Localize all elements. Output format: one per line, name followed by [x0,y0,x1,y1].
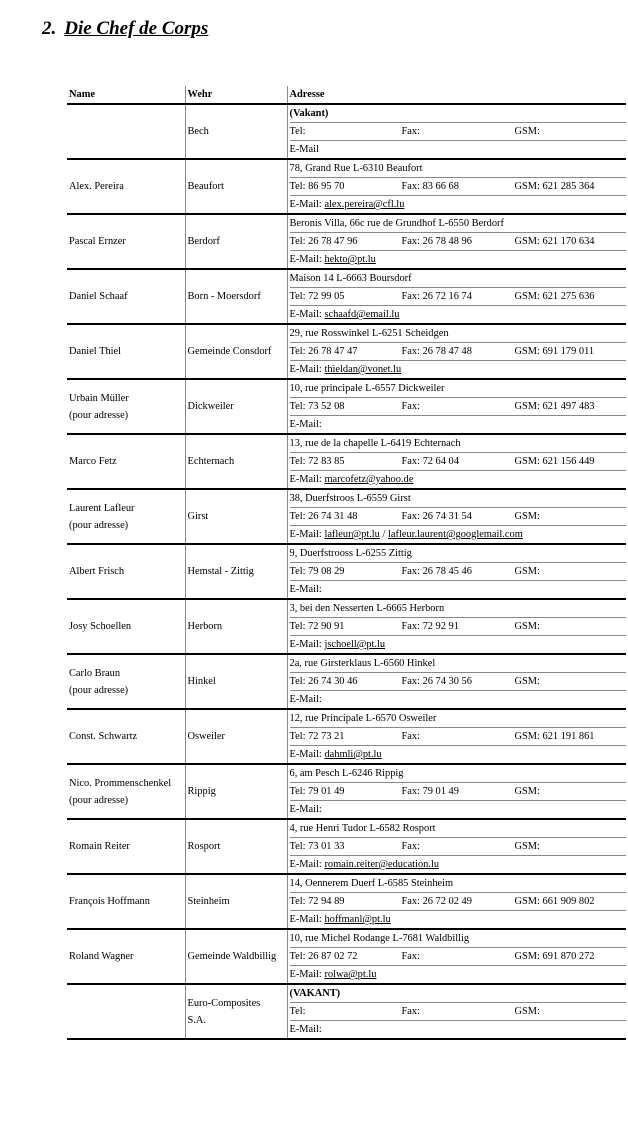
table-row [67,929,626,984]
email-label: E-Mail: [289,694,322,705]
email-link[interactable]: thieldan@vonet.lu [324,364,402,375]
address-line-email [290,636,627,653]
tel-field: Tel: 26 78 47 47 [289,346,358,357]
gsm-field: GSM: 661 909 802 [514,896,595,907]
street-address: Beronis Villa, 66c rue de Grundhof L-6550 Berdorf [289,218,504,229]
fax-field: Fax: [401,951,420,962]
gsm-field: GSM: 621 156 449 [514,456,595,467]
gsm-field: GSM: [514,786,540,797]
address-cell [287,984,626,1039]
gsm-field: GSM: [514,841,540,852]
wehr-name: Echternach [185,434,287,489]
chef-name: Alex. Pereira [67,159,185,214]
email-label: E-Mail: [289,804,322,815]
gsm-field: GSM: 621 285 364 [514,181,595,192]
email-label: E-Mail: [289,1024,322,1035]
street-address: 2a, rue Girsterklaus L-6560 Hinkel [289,658,436,669]
address-line-email [290,1021,627,1038]
chef-de-corps-table [67,86,626,1040]
section-number: 2. [42,18,57,39]
fax-field: Fax: 26 72 16 74 [401,291,472,302]
street-address: 29, rue Rosswinkel L-6251 Scheidgen [289,328,449,339]
wehr-name: Osweiler [185,709,287,764]
address-line-phones [290,563,627,581]
email-label: E-Mail: [289,639,322,650]
street-address: 38, Duerfstroos L-6559 Girst [289,493,411,504]
email-label: E-Mail: [289,749,322,760]
tel-field: Tel: 73 01 33 [289,841,345,852]
wehr-name: Girst [185,489,287,544]
chef-name: Const. Schwartz [67,709,185,764]
table-row [67,214,626,269]
address-line-phones [290,398,627,416]
email-link[interactable]: lafleur@pt.lu [324,529,380,540]
address-line-phones [290,893,627,911]
email-link[interactable]: hoffmanl@pt.lu [324,914,391,925]
address-line-street [290,765,627,783]
tel-field: Tel: 72 73 21 [289,731,345,742]
table-row [67,654,626,709]
vacant-label: (VAKANT) [289,988,341,999]
tel-field: Tel: 79 01 49 [289,786,345,797]
tel-field: Tel: 26 78 47 96 [289,236,358,247]
wehr-name: Hemstal - Zittig [185,544,287,599]
address-line-email [290,801,627,818]
address-line-email [290,966,627,983]
address-line-phones [290,1003,627,1021]
address-line-email [290,196,627,213]
tel-field: Tel: 72 83 85 [289,456,345,467]
chef-name: Laurent Lafleur (pour adresse) [67,489,185,544]
gsm-field: GSM: 621 275 636 [514,291,595,302]
email-label: E-Mail: [289,584,322,595]
address-line-email [290,416,627,433]
email-field [290,361,402,378]
table-row [67,599,626,654]
address-line-phones [290,728,627,746]
address-line-phones [290,123,627,141]
email-field [290,636,386,653]
address-cell [287,654,626,709]
chef-name: Daniel Schaaf [67,269,185,324]
fax-field: Fax: 72 64 04 [401,456,459,467]
chef-name: Josy Schoellen [67,599,185,654]
table-header-row [67,86,626,104]
email-field [290,416,322,433]
street-address: 13, rue de la chapelle L-6419 Echternach [289,438,461,449]
table-row [67,709,626,764]
address-cell [287,489,626,544]
table-row [67,104,626,159]
email-field [290,581,322,598]
chef-name: François Hoffmann [67,874,185,929]
email-field [290,196,405,213]
address-cell [287,434,626,489]
email-label: E-Mail: [289,969,322,980]
email-link[interactable]: hekto@pt.lu [324,254,376,265]
email-link[interactable]: dahmli@pt.lu [324,749,382,760]
address-line-phones [290,948,627,966]
wehr-name: Rosport [185,819,287,874]
street-address: 10, rue Michel Rodange L-7681 Waldbillig [289,933,470,944]
vacant-label: (Vakant) [289,108,329,119]
email-link[interactable]: marcofetz@yahoo.de [324,474,414,485]
address-line-phones [290,618,627,636]
tel-field: Tel: 72 94 89 [289,896,345,907]
table-row [67,874,626,929]
wehr-name: Dickweiler [185,379,287,434]
email-field [290,966,377,983]
address-line-phones [290,508,627,526]
address-line-phones [290,453,627,471]
address-line-street [290,325,627,343]
email-label: E-Mail: [289,419,322,430]
tel-field: Tel: 26 74 30 46 [289,676,358,687]
email-label: E-Mail: [289,529,322,540]
address-line-street [290,270,627,288]
wehr-name: Beaufort [185,159,287,214]
chef-name [67,984,185,1039]
email-link[interactable]: jschoell@pt.lu [324,639,386,650]
table-row [67,819,626,874]
fax-field: Fax: 26 78 48 96 [401,236,472,247]
wehr-name: Hinkel [185,654,287,709]
wehr-name: Born - Moersdorf [185,269,287,324]
gsm-field: GSM: [514,1006,540,1017]
address-line-street [290,985,627,1003]
email-link-secondary[interactable]: lafleur.laurent@googlemail.com [387,529,523,540]
email-field [290,251,376,268]
email-label: E-Mail: [289,254,322,265]
wehr-name: Rippig [185,764,287,819]
fax-field: Fax: 72 92 91 [401,621,459,632]
header-wehr: Wehr [185,86,287,104]
tel-field: Tel: 26 74 31 48 [289,511,358,522]
chef-name: Romain Reiter [67,819,185,874]
chef-name: Urbain Müller (pour adresse) [67,379,185,434]
wehr-name: Gemeinde Waldbillig [185,929,287,984]
address-line-email [290,856,627,873]
address-line-street [290,380,627,398]
email-link[interactable]: rolwa@pt.lu [324,969,377,980]
wehr-name: Herborn [185,599,287,654]
street-address: 3, bei den Nesserten L-6665 Herborn [289,603,445,614]
table-row [67,379,626,434]
street-address: Maison 14 L-6663 Boursdorf [289,273,412,284]
address-line-email [290,471,627,488]
header-name: Name [67,86,185,104]
address-line-street [290,435,627,453]
email-label: E-Mail: [289,859,322,870]
address-line-phones [290,233,627,251]
fax-field: Fax: 26 74 31 54 [401,511,472,522]
fax-field: Fax: 26 74 30 56 [401,676,472,687]
address-line-street [290,215,627,233]
address-line-email [290,581,627,598]
chef-name: Daniel Thiel [67,324,185,379]
chef-name: Nico. Prommenschenkel (pour adresse) [67,764,185,819]
table-row [67,269,626,324]
fax-field: Fax: [401,1006,420,1017]
table-row [67,324,626,379]
email-label: E-Mail: [289,309,322,320]
street-address: 10, rue principale L-6557 Dickweiler [289,383,445,394]
address-cell [287,324,626,379]
email-field [290,856,440,873]
address-cell [287,599,626,654]
chef-name: Carlo Braun (pour adresse) [67,654,185,709]
email-link[interactable]: romain.reiter@education.lu [324,859,440,870]
gsm-field: GSM: 691 870 272 [514,951,595,962]
address-line-email [290,251,627,268]
chef-name [67,104,185,159]
email-link[interactable]: schaafd@email.lu [324,309,400,320]
address-cell [287,874,626,929]
fax-field: Fax: [401,401,420,412]
address-cell [287,159,626,214]
address-line-street [290,160,627,178]
email-label: E-Mail [289,144,319,155]
email-field: E-Mail: lafleur@pt.lu / lafleur.laurent@googlemail.com [289,529,523,540]
address-line-street [290,820,627,838]
gsm-field: GSM: [514,566,540,577]
tel-field: Tel: 73 52 08 [289,401,345,412]
header-adresse: Adresse [287,86,626,104]
address-line-email [290,361,627,378]
address-line-phones [290,288,627,306]
fax-field: Fax: 26 78 45 46 [401,566,472,577]
address-line-street [290,545,627,563]
wehr-name: Gemeinde Consdorf [185,324,287,379]
email-field [290,746,382,763]
table-row [67,764,626,819]
email-field [290,691,322,708]
tel-field: Tel: [289,126,306,137]
gsm-field: GSM: [514,621,540,632]
gsm-field: GSM: [514,511,540,522]
fax-field: Fax: [401,731,420,742]
email-field [290,1021,322,1038]
wehr-name: Euro-Composites S.A. [185,984,287,1039]
address-cell [287,709,626,764]
gsm-field: GSM: 691 179 011 [514,346,595,357]
address-cell [287,544,626,599]
address-cell [287,269,626,324]
address-line-street [290,600,627,618]
address-cell [287,819,626,874]
address-line-street [290,105,627,123]
gsm-field: GSM: 621 170 634 [514,236,595,247]
tel-field: Tel: 26 87 02 72 [289,951,358,962]
chef-name: Marco Fetz [67,434,185,489]
email-label: E-Mail: [289,914,322,925]
wehr-name: Berdorf [185,214,287,269]
address-cell [287,214,626,269]
email-field [290,801,322,818]
section-heading [42,18,208,40]
street-address: 78, Grand Rue L-6310 Beaufort [289,163,423,174]
chef-name: Pascal Ernzer [67,214,185,269]
address-line-email [290,691,627,708]
street-address: 9, Duerfstrooss L-6255 Zittig [289,548,412,559]
fax-field: Fax: [401,841,420,852]
gsm-field: GSM: [514,676,540,687]
table-row [67,489,626,544]
table-row [67,544,626,599]
address-cell [287,764,626,819]
fax-field: Fax: 26 72 02 49 [401,896,472,907]
wehr-name: Bech [185,104,287,159]
wehr-name: Steinheim [185,874,287,929]
address-line-phones [290,178,627,196]
address-line-email [290,911,627,928]
street-address: 6, am Pesch L-6246 Rippig [289,768,404,779]
email-field [290,306,400,323]
address-line-phones [290,673,627,691]
email-link[interactable]: alex.pereira@cfl.lu [324,199,405,210]
fax-field: Fax: 79 01 49 [401,786,459,797]
address-line-phones [290,783,627,801]
address-line-email [290,141,627,158]
section-title: Die Chef de Corps [64,18,209,39]
address-line-email [290,306,627,323]
address-line-street [290,710,627,728]
email-label: E-Mail: [289,474,322,485]
tel-field: Tel: [289,1006,306,1017]
gsm-field: GSM: 621 497 483 [514,401,595,412]
tel-field: Tel: 72 90 91 [289,621,345,632]
chef-name: Roland Wagner [67,929,185,984]
fax-field: Fax: 26 78 47 48 [401,346,472,357]
email-field [290,471,414,488]
address-line-phones [290,343,627,361]
table-row [67,434,626,489]
street-address: 14, Oennerem Duerf L-6585 Steinheim [289,878,454,889]
address-line-email [290,746,627,763]
address-line-street [290,875,627,893]
address-line-street [290,490,627,508]
email-label: E-Mail: [289,199,322,210]
tel-field: Tel: 79 08 29 [289,566,345,577]
fax-field: Fax: [401,126,420,137]
address-cell [287,379,626,434]
email-field [290,911,391,928]
tel-field: Tel: 72 99 05 [289,291,345,302]
street-address: 12, rue Principale L-6570 Osweiler [289,713,437,724]
address-line-email [290,526,627,543]
address-line-street [290,655,627,673]
fax-field: Fax: 83 66 68 [401,181,459,192]
chef-name: Albert Frisch [67,544,185,599]
table-row [67,159,626,214]
email-field [290,141,319,158]
address-line-street [290,930,627,948]
address-cell [287,929,626,984]
address-line-phones [290,838,627,856]
gsm-field: GSM: 621 191 861 [514,731,595,742]
street-address: 4, rue Henri Tudor L-6582 Rosport [289,823,436,834]
address-cell [287,104,626,159]
email-label: E-Mail: [289,364,322,375]
table-row [67,984,626,1039]
tel-field: Tel: 86 95 70 [289,181,345,192]
gsm-field: GSM: [514,126,540,137]
